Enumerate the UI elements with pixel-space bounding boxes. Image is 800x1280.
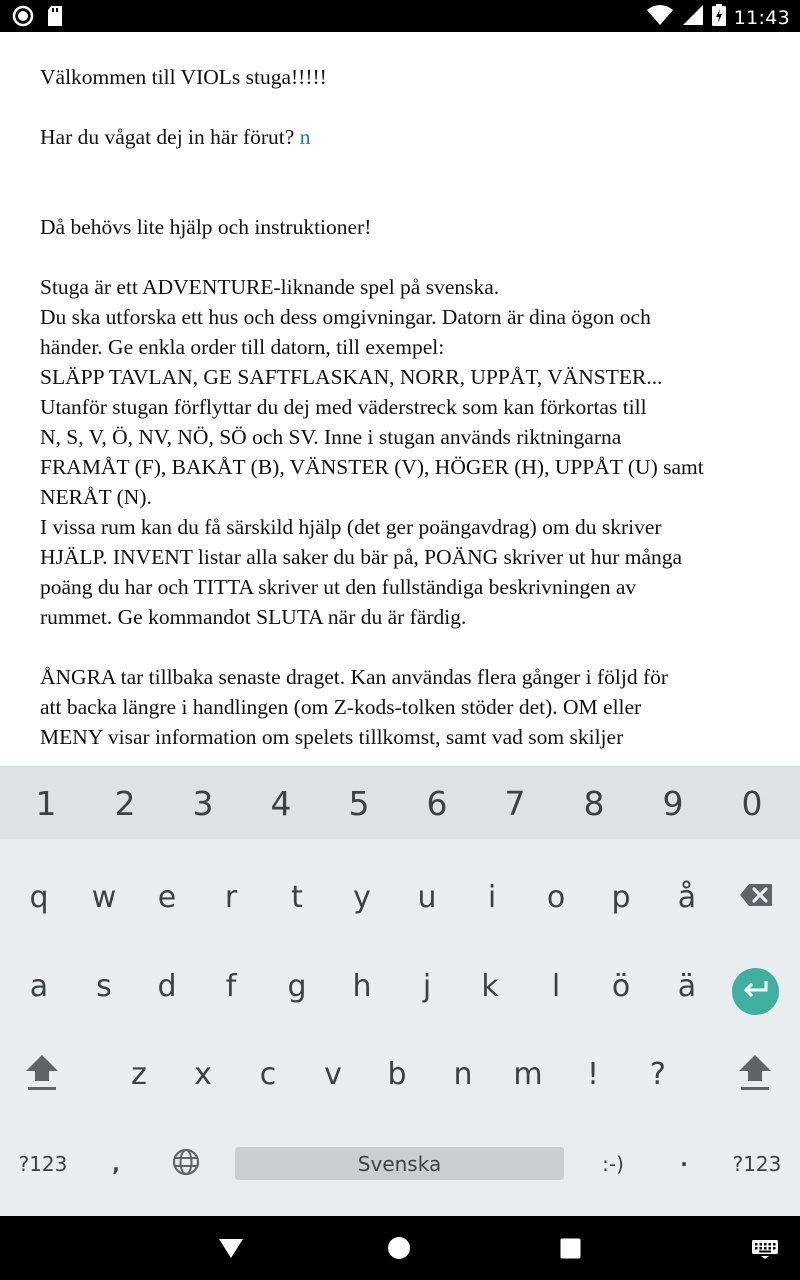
- text-line: Stuga är ett ADVENTURE-liknande spel på svenska.: [40, 275, 500, 299]
- backspace-key[interactable]: [726, 857, 786, 937]
- space-bar[interactable]: Svenska: [235, 1147, 564, 1180]
- key-v[interactable]: v: [324, 1056, 342, 1092]
- key-l[interactable]: l: [551, 968, 561, 1004]
- key-o[interactable]: o: [546, 879, 566, 915]
- key-e[interactable]: e: [157, 879, 177, 915]
- symbols-key-right[interactable]: ?123: [732, 1152, 782, 1176]
- navigation-bar: [0, 1216, 800, 1280]
- key-x[interactable]: x: [194, 1056, 212, 1092]
- emoji-key[interactable]: :-): [602, 1152, 624, 1176]
- shift-icon: [25, 1053, 59, 1095]
- text-line: poäng du har och TITTA skriver ut den fullständiga beskrivningen av: [40, 575, 637, 599]
- period-key[interactable]: ·: [680, 1152, 688, 1176]
- text-line: Utanför stugan förflyttar du dej med väderstreck som kan förkortas till: [40, 395, 647, 419]
- soft-keyboard: [0, 766, 800, 1216]
- key-7[interactable]: 7: [504, 783, 526, 823]
- text-line: att backa längre i handlingen (om Z-kods-tolken stöder det). OM eller: [40, 695, 642, 719]
- key-z[interactable]: z: [131, 1056, 147, 1092]
- prompt-line: [40, 122, 770, 152]
- text-line: HJÄLP. INVENT listar alla saker du bär på, POÄNG skriver ut hur många: [40, 545, 683, 569]
- text-line: I vissa rum kan du få särskild hjälp (det ger poängavdrag) om du skriver: [40, 515, 662, 539]
- text-line: NERÅT (N).: [40, 485, 152, 509]
- keyboard-switch-icon[interactable]: [751, 1239, 779, 1264]
- enter-icon: [742, 979, 770, 1004]
- text-line: MENY visar information om spelets tillkomst, samt vad som skiljer: [40, 725, 624, 749]
- key-s[interactable]: s: [96, 968, 112, 1004]
- help-intro: Då behövs lite hjälp och instruktioner!: [40, 215, 372, 239]
- key-i[interactable]: i: [487, 879, 497, 915]
- symbols-key[interactable]: ?123: [18, 1152, 68, 1176]
- key-w[interactable]: w: [91, 879, 117, 915]
- status-bar: [0, 0, 800, 32]
- clock: 11:43: [733, 6, 790, 29]
- key-u[interactable]: u: [417, 879, 437, 915]
- key-exclamation[interactable]: !: [586, 1056, 600, 1092]
- player-answer: n: [299, 125, 311, 149]
- key-a[interactable]: a: [29, 968, 49, 1004]
- signal-icon: [682, 4, 704, 31]
- text-line: Du ska utforska ett hus och dess omgivningar. Datorn är dina ögon och: [40, 305, 651, 329]
- key-9[interactable]: 9: [662, 783, 684, 823]
- text-line: SLÄPP TAVLAN, GE SAFTFLASKAN, NORR, UPPÅT, VÄNSTER...: [40, 365, 663, 389]
- key-p[interactable]: p: [611, 879, 631, 915]
- wifi-icon: [646, 4, 674, 31]
- shift-key-right[interactable]: [725, 1034, 785, 1114]
- key-d[interactable]: d: [157, 968, 177, 1004]
- key-2[interactable]: 2: [114, 783, 136, 823]
- back-icon[interactable]: [218, 1237, 244, 1264]
- key-question[interactable]: ?: [650, 1056, 666, 1092]
- key-ouml[interactable]: ö: [611, 968, 631, 1004]
- text-line: ÅNGRA tar tillbaka senaste draget. Kan användas flera gånger i följd för: [40, 665, 669, 689]
- recents-icon[interactable]: [560, 1238, 581, 1264]
- key-n[interactable]: n: [453, 1056, 473, 1092]
- key-g[interactable]: g: [287, 968, 307, 1004]
- key-m[interactable]: m: [513, 1056, 543, 1092]
- key-4[interactable]: 4: [270, 783, 292, 823]
- shift-icon: [738, 1053, 772, 1095]
- undo-paragraph: [40, 662, 770, 752]
- key-t[interactable]: t: [291, 879, 303, 915]
- circle-notification-icon: [12, 5, 34, 32]
- story-text: [40, 62, 770, 752]
- text-line: händer. Ge enkla order till datorn, till exempel:: [40, 335, 445, 359]
- key-3[interactable]: 3: [192, 783, 214, 823]
- globe-icon: [172, 1148, 200, 1180]
- key-8[interactable]: 8: [583, 783, 605, 823]
- key-auml[interactable]: ä: [677, 968, 697, 1004]
- key-q[interactable]: q: [29, 879, 49, 915]
- text-line: rummet. Ge kommandot SLUTA när du är färdig.: [40, 605, 467, 629]
- key-b[interactable]: b: [387, 1056, 407, 1092]
- sd-card-icon: [46, 5, 64, 32]
- text-line: N, S, V, Ö, NV, NÖ, SÖ och SV. Inne i stugan används riktningarna: [40, 425, 622, 449]
- text-line: FRAMÅT (F), BAKÅT (B), VÄNSTER (V), HÖGER (H), UPPÅT (U) samt: [40, 455, 704, 479]
- key-0[interactable]: 0: [741, 783, 763, 823]
- key-h[interactable]: h: [352, 968, 372, 1004]
- instructions-paragraph: [40, 272, 770, 632]
- key-c[interactable]: c: [259, 1056, 277, 1092]
- battery-charging-icon: [712, 4, 726, 31]
- prompt-text: Har du vågat dej in här förut?: [40, 125, 300, 149]
- key-5[interactable]: 5: [348, 783, 370, 823]
- comma-key[interactable]: ,: [112, 1152, 120, 1176]
- key-f[interactable]: f: [225, 968, 237, 1004]
- number-row: [0, 766, 800, 839]
- language-key[interactable]: [164, 1142, 208, 1186]
- welcome-text: Välkommen till VIOLs stuga!!!!!: [40, 65, 327, 89]
- enter-key[interactable]: [732, 968, 779, 1015]
- key-j[interactable]: j: [422, 968, 432, 1004]
- key-aring[interactable]: å: [677, 879, 697, 915]
- home-icon[interactable]: [387, 1236, 411, 1265]
- key-r[interactable]: r: [224, 879, 238, 915]
- key-y[interactable]: y: [353, 879, 371, 915]
- key-1[interactable]: 1: [35, 783, 57, 823]
- key-k[interactable]: k: [481, 968, 499, 1004]
- key-6[interactable]: 6: [426, 783, 448, 823]
- shift-key-left[interactable]: [12, 1034, 72, 1114]
- backspace-icon: [739, 883, 773, 911]
